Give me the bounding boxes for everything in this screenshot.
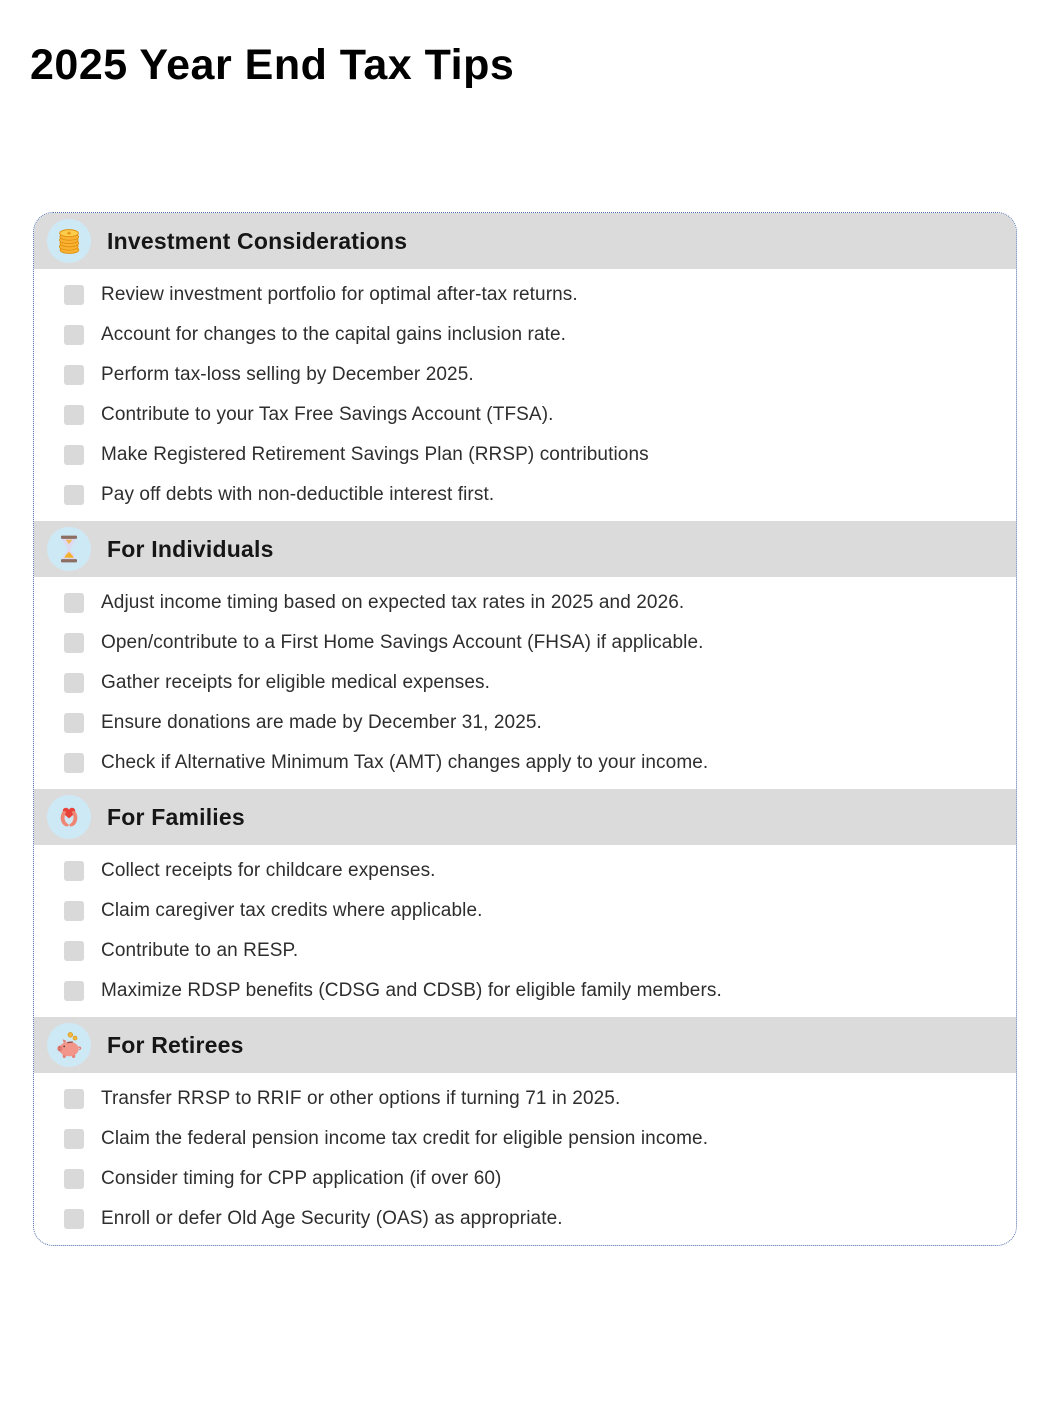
item-label: Perform tax-loss selling by December 2025. xyxy=(101,364,474,386)
checkbox[interactable] xyxy=(64,673,84,693)
checklist-item xyxy=(34,971,1016,1011)
checkbox[interactable] xyxy=(64,633,84,653)
item-label: Review investment portfolio for optimal after-tax returns. xyxy=(101,284,578,306)
checkbox[interactable] xyxy=(64,981,84,1001)
item-label: Check if Alternative Minimum Tax (AMT) changes apply to your income. xyxy=(101,752,709,774)
item-label: Open/contribute to a First Home Savings Account (FHSA) if applicable. xyxy=(101,632,704,654)
checklist-item xyxy=(34,663,1016,703)
item-label: Maximize RDSP benefits (CDSG and CDSB) for eligible family members. xyxy=(101,980,722,1002)
checklist-item xyxy=(34,891,1016,931)
checkbox[interactable] xyxy=(64,1129,84,1149)
checklist-item xyxy=(34,931,1016,971)
checklist-item xyxy=(34,743,1016,783)
page-title: 2025 Year End Tax Tips xyxy=(30,41,515,89)
item-label: Enroll or defer Old Age Security (OAS) as appropriate. xyxy=(101,1208,563,1230)
checklist-item xyxy=(34,1119,1016,1159)
section xyxy=(34,789,1016,1017)
item-label: Claim the federal pension income tax credit for eligible pension income. xyxy=(101,1128,709,1150)
checkbox[interactable] xyxy=(64,941,84,961)
checklist-item xyxy=(34,623,1016,663)
section-title: For Individuals xyxy=(107,535,274,562)
checklist-item xyxy=(34,1159,1016,1199)
checklist-item xyxy=(34,355,1016,395)
checklist-item xyxy=(34,275,1016,315)
item-label: Collect receipts for childcare expenses. xyxy=(101,860,436,882)
coins-icon xyxy=(47,219,91,263)
section-items xyxy=(34,269,1016,521)
item-label: Ensure donations are made by December 31, 2025. xyxy=(101,712,542,734)
checkbox[interactable] xyxy=(64,593,84,613)
section-title: For Retirees xyxy=(107,1031,244,1058)
checkbox[interactable] xyxy=(64,861,84,881)
checklist-item xyxy=(34,435,1016,475)
item-label: Contribute to your Tax Free Savings Account (TFSA). xyxy=(101,404,554,426)
checklist-item xyxy=(34,395,1016,435)
hourglass-icon xyxy=(47,527,91,571)
checkbox[interactable] xyxy=(64,1089,84,1109)
item-label: Adjust income timing based on expected tax rates in 2025 and 2026. xyxy=(101,592,685,614)
checkbox[interactable] xyxy=(64,285,84,305)
checklist-item xyxy=(34,1199,1016,1239)
checkbox[interactable] xyxy=(64,753,84,773)
checkbox[interactable] xyxy=(64,901,84,921)
checklist-item xyxy=(34,703,1016,743)
checkbox[interactable] xyxy=(64,1169,84,1189)
item-label: Account for changes to the capital gains inclusion rate. xyxy=(101,324,567,346)
section xyxy=(34,213,1016,521)
checklist-item xyxy=(34,315,1016,355)
checkbox[interactable] xyxy=(64,365,84,385)
item-label: Pay off debts with non-deductible interest first. xyxy=(101,484,495,506)
checklist-item xyxy=(34,475,1016,515)
section-header xyxy=(34,521,1016,577)
checkbox[interactable] xyxy=(64,405,84,425)
piggy-bank-icon xyxy=(47,1023,91,1067)
section-items xyxy=(34,577,1016,789)
item-label: Make Registered Retirement Savings Plan (RRSP) contributions xyxy=(101,444,649,466)
section-header xyxy=(34,213,1016,269)
checkbox[interactable] xyxy=(64,1209,84,1229)
checkbox[interactable] xyxy=(64,713,84,733)
section-title: For Families xyxy=(107,803,245,830)
checklist-item xyxy=(34,851,1016,891)
heart-hands-icon xyxy=(47,795,91,839)
checkbox[interactable] xyxy=(64,485,84,505)
item-label: Transfer RRSP to RRIF or other options if turning 71 in 2025. xyxy=(101,1088,621,1110)
item-label: Consider timing for CPP application (if over 60) xyxy=(101,1168,502,1190)
item-label: Gather receipts for eligible medical expenses. xyxy=(101,672,491,694)
section-items xyxy=(34,1073,1016,1245)
section xyxy=(34,1017,1016,1245)
checkbox[interactable] xyxy=(64,325,84,345)
checklist-item xyxy=(34,1079,1016,1119)
section-items xyxy=(34,845,1016,1017)
section-header xyxy=(34,789,1016,845)
checkbox[interactable] xyxy=(64,445,84,465)
item-label: Contribute to an RESP. xyxy=(101,940,299,962)
section-title: Investment Considerations xyxy=(107,227,408,254)
checklist-box xyxy=(33,212,1017,1246)
section-header xyxy=(34,1017,1016,1073)
item-label: Claim caregiver tax credits where applicable. xyxy=(101,900,483,922)
checklist-item xyxy=(34,583,1016,623)
section xyxy=(34,521,1016,789)
